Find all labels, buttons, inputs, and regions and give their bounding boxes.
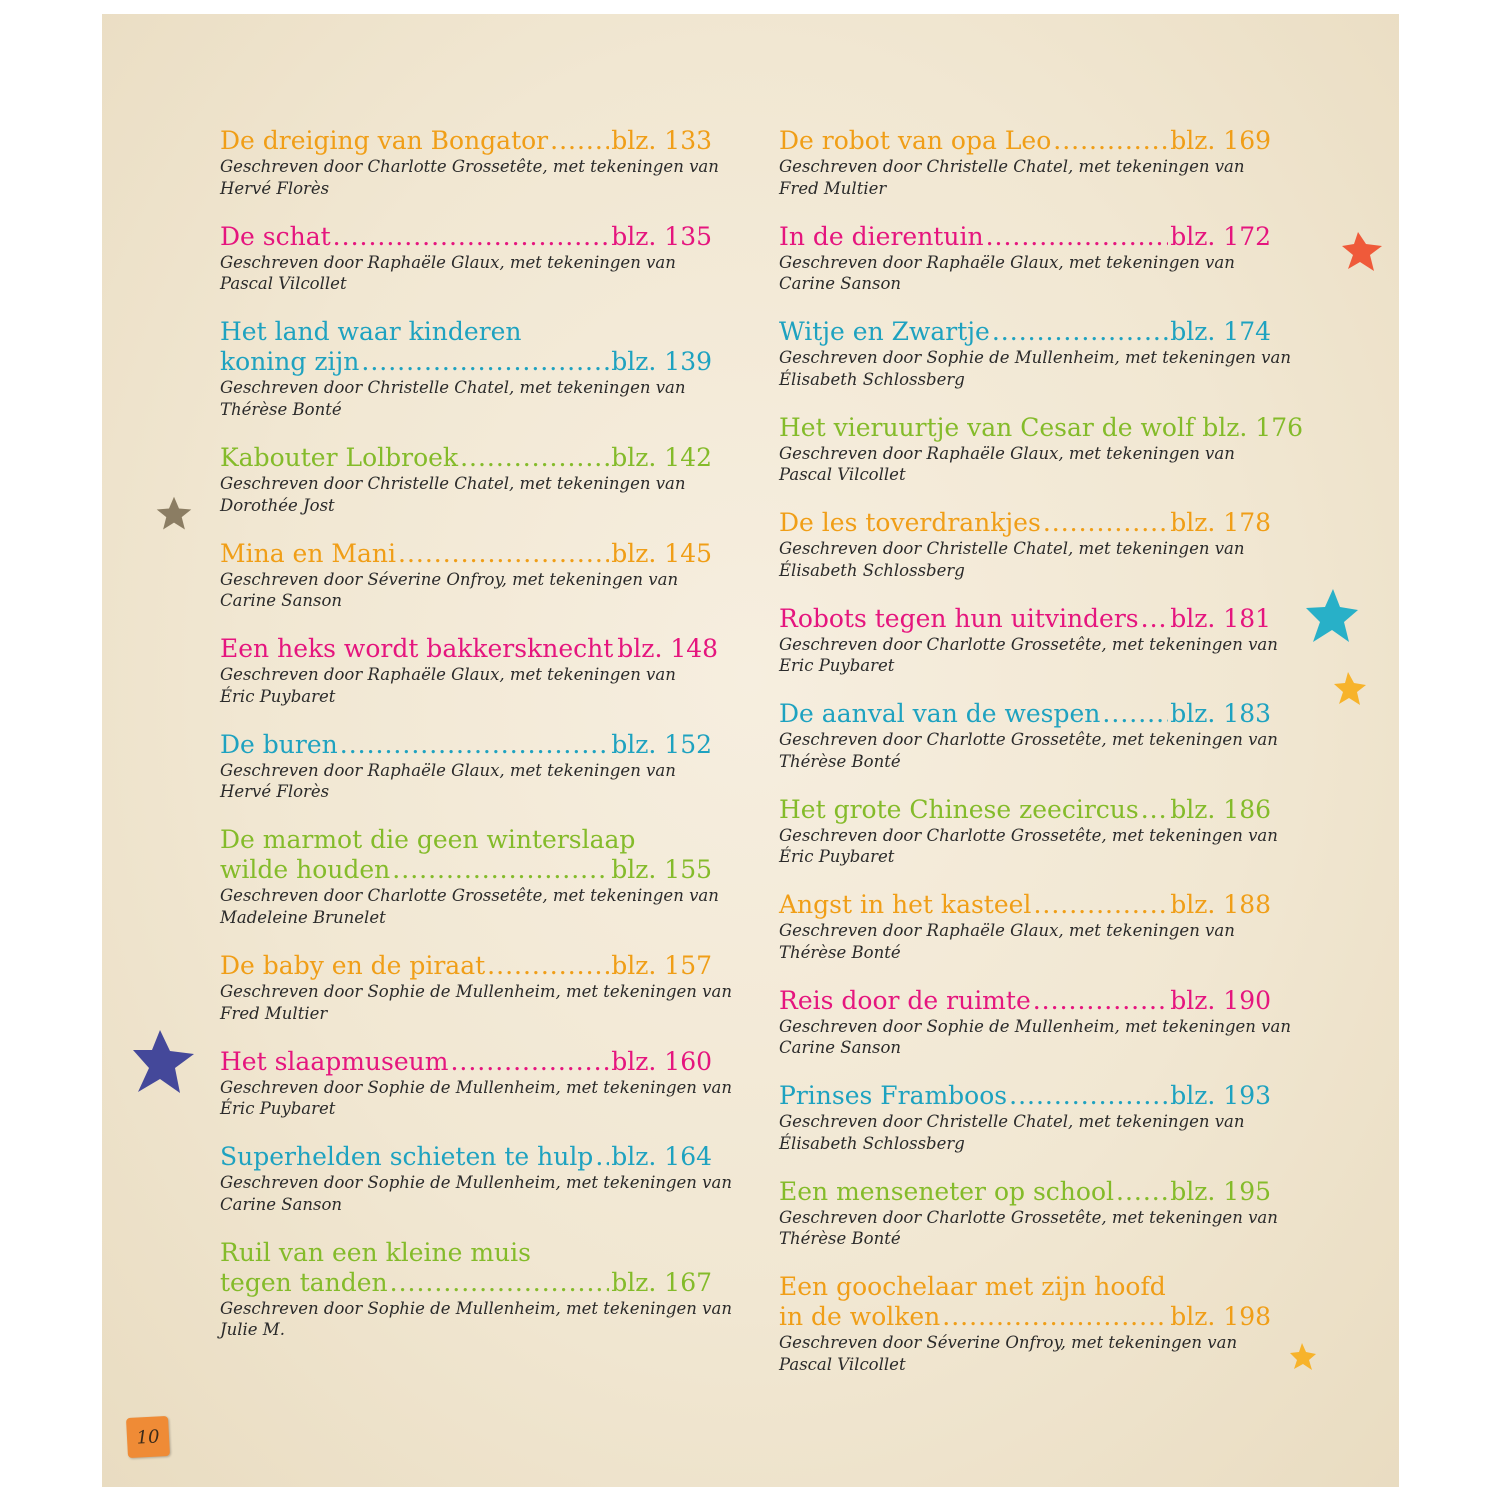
entry-illustrator: Hervé Florès: [220, 178, 330, 198]
entry-title: Robots tegen hun uitvinders: [779, 603, 1139, 633]
entry-illustrator: Dorothée Jost: [220, 495, 335, 515]
toc-entry[interactable]: [220, 825, 719, 951]
entry-illustrator: Thérèse Bonté: [779, 942, 901, 962]
toc-entry[interactable]: [779, 1081, 1271, 1177]
dot-leader: [550, 126, 609, 156]
entry-title: Reis door de ruimte: [779, 985, 1031, 1015]
star-shape: [133, 1030, 194, 1093]
toc-entry[interactable]: [779, 412, 1304, 509]
dot-leader: [390, 1268, 610, 1298]
dot-leader: [340, 730, 609, 760]
toc-entry[interactable]: [779, 222, 1271, 318]
entry-byline: Geschreven door Sophie de Mullenheim, met tekeningen van: [220, 1077, 732, 1097]
entry-byline: Geschreven door Charlotte Grossetête, met tekeningen van: [220, 886, 719, 905]
entry-page: blz. 160: [611, 1046, 712, 1076]
toc-entry[interactable]: [220, 634, 719, 730]
star-icon: [1340, 230, 1384, 274]
entry-page: blz. 135: [611, 221, 712, 251]
entry-byline: Geschreven door Sophie de Mullenheim, met tekeningen van: [220, 1173, 732, 1192]
toc-entry[interactable]: [779, 126, 1271, 222]
dot-leader: [361, 347, 609, 377]
star-shape: [1334, 672, 1366, 705]
toc-entry[interactable]: [220, 730, 712, 826]
dot-leader: [1033, 890, 1168, 920]
entry-illustrator: Pascal Vilcollet: [779, 1354, 906, 1374]
entry-illustrator: Élisabeth Schlossberg: [779, 560, 965, 580]
entry-illustrator: Madeleine Brunelet: [220, 907, 386, 927]
entry-title: Superhelden schieten te hulp: [220, 1142, 594, 1171]
entry-page: blz. 193: [1170, 1081, 1271, 1110]
toc-entry[interactable]: [779, 890, 1271, 986]
dot-leader: [392, 855, 609, 885]
entry-page: blz. 172: [1170, 221, 1271, 251]
entry-title: De les toverdrankjes: [779, 508, 1041, 537]
dot-leader: [942, 1302, 1168, 1332]
entry-page: blz. 148: [617, 634, 719, 663]
dot-leader: [450, 1047, 609, 1077]
entry-title: Het slaapmuseum: [220, 1046, 449, 1076]
star-shape: [157, 497, 192, 530]
toc-column-right: [779, 126, 1304, 1398]
entry-title: Het vieruurtje van Cesar de wolf: [779, 412, 1195, 442]
entry-illustrator: Hervé Florès: [220, 782, 330, 801]
dot-leader: [1009, 1081, 1168, 1111]
entry-page: blz. 157: [611, 951, 712, 980]
entry-illustrator: Fred Multier: [220, 1003, 328, 1023]
entry-byline: Geschreven door Raphaële Glaux, met tekeningen van: [220, 760, 676, 780]
entry-title: Een heks wordt bakkersknecht: [220, 634, 614, 663]
entry-page: blz. 188: [1170, 890, 1271, 919]
toc-entry[interactable]: [779, 508, 1271, 604]
entry-byline: Geschreven door Raphaële Glaux, met tekeningen van: [779, 921, 1235, 940]
star-shape: [1306, 589, 1358, 642]
toc-entry[interactable]: [779, 603, 1278, 700]
entry-page: blz. 174: [1170, 317, 1271, 346]
entry-title: in de wolken: [779, 1302, 941, 1331]
entry-page: blz. 195: [1170, 1176, 1271, 1206]
entry-illustrator: Pascal Vilcollet: [220, 274, 347, 293]
entry-byline: Geschreven door Charlotte Grossetête, met tekeningen van: [779, 634, 1278, 654]
entry-byline: Geschreven door Christelle Chatel, met tekeningen van: [779, 1112, 1245, 1131]
entry-title: Witje en Zwartje: [779, 317, 990, 346]
dot-leader: [986, 222, 1169, 252]
entry-illustrator: Éric Puybaret: [220, 686, 336, 706]
entry-page: blz. 169: [1170, 126, 1271, 155]
page-number-badge: [126, 1416, 170, 1458]
entry-page: blz. 142: [611, 443, 712, 472]
dot-leader: [333, 222, 610, 252]
entry-illustrator: Pascal Vilcollet: [779, 465, 906, 484]
toc-entry[interactable]: [220, 539, 712, 635]
dot-leader: [460, 443, 609, 473]
entry-byline: Geschreven door Sophie de Mullenheim, met tekeningen van: [220, 1298, 732, 1318]
dot-leader: [1102, 699, 1168, 729]
entry-title-line1: Het land waar kinderen: [220, 317, 522, 346]
entry-title: wilde houden: [220, 855, 391, 884]
entry-page: blz. 133: [611, 126, 712, 155]
toc-entry[interactable]: [220, 1237, 732, 1364]
entry-byline: Geschreven door Raphaële Glaux, met tekeningen van: [779, 443, 1235, 463]
star-shape: [1342, 232, 1382, 271]
entry-illustrator: Carine Sanson: [220, 591, 343, 610]
entry-page: blz. 183: [1170, 699, 1271, 728]
entry-title-line1: Een goochelaar met zijn hoofd: [779, 1272, 1166, 1301]
entry-title: De dreiging van Bongator: [220, 126, 549, 155]
dot-leader: [1141, 604, 1169, 634]
star-icon: [130, 1026, 198, 1098]
entry-title: Mina en Mani: [220, 538, 396, 568]
entry-page: blz. 155: [611, 855, 712, 884]
entry-byline: Geschreven door Charlotte Grossetête, met tekeningen van: [779, 730, 1278, 749]
toc-column-left: [220, 126, 732, 1364]
entry-title: De robot van opa Leo: [779, 126, 1052, 155]
entry-illustrator: Thérèse Bonté: [779, 1229, 901, 1248]
entry-page: blz. 181: [1170, 603, 1271, 633]
entry-page: blz. 176: [1202, 412, 1304, 442]
entry-page: blz. 164: [611, 1142, 712, 1171]
entry-illustrator: Carine Sanson: [779, 1038, 902, 1057]
entry-title: Kabouter Lolbroek: [220, 443, 459, 472]
toc-entry[interactable]: [220, 126, 719, 222]
toc-entry[interactable]: [220, 222, 712, 318]
entry-illustrator: Thérèse Bonté: [779, 751, 901, 771]
entry-title: Een menseneter op school: [779, 1176, 1114, 1206]
entry-title: De aanval van de wespen: [779, 699, 1101, 728]
entry-byline: Geschreven door Christelle Chatel, met tekeningen van: [220, 474, 686, 493]
entry-title: Prinses Framboos: [779, 1081, 1008, 1110]
dot-leader: [992, 317, 1168, 347]
entry-byline: Geschreven door Charlotte Grossetête, met tekeningen van: [220, 157, 719, 176]
entry-illustrator: Élisabeth Schlossberg: [779, 369, 965, 389]
entry-byline: Geschreven door Séverine Onfroy, met tekeningen van: [220, 569, 679, 589]
toc-entry[interactable]: [779, 1176, 1278, 1273]
entry-byline: Geschreven door Christelle Chatel, met tekeningen van: [220, 378, 686, 397]
entry-page: blz. 167: [611, 1267, 712, 1297]
entry-title: De baby en de piraat: [220, 951, 486, 980]
entry-byline: Geschreven door Charlotte Grossetête, met tekeningen van: [779, 825, 1278, 845]
entry-byline: Geschreven door Raphaële Glaux, met tekeningen van: [220, 252, 676, 272]
toc-entry[interactable]: [220, 443, 712, 539]
entry-title: De schat: [220, 221, 331, 251]
entry-title: tegen tanden: [220, 1267, 388, 1297]
toc-entry[interactable]: [779, 317, 1291, 413]
entry-title: De buren: [220, 729, 338, 759]
entry-illustrator: Fred Multier: [779, 178, 887, 198]
dot-leader: [398, 539, 609, 569]
toc-entry[interactable]: [779, 699, 1278, 795]
entry-byline: Geschreven door Sophie de Mullenheim, met tekeningen van: [220, 982, 732, 1001]
entry-illustrator: Thérèse Bonté: [220, 399, 342, 419]
entry-page: blz. 145: [611, 538, 712, 568]
dot-leader: [1141, 795, 1169, 825]
dot-leader: [595, 1142, 609, 1172]
star-shape: [1290, 1343, 1316, 1370]
entry-page: blz. 139: [611, 347, 712, 376]
entry-byline: Geschreven door Charlotte Grossetête, met tekeningen van: [779, 1207, 1278, 1227]
dot-leader: [1033, 986, 1168, 1016]
toc-entry[interactable]: [779, 794, 1278, 891]
entry-byline: Geschreven door Sophie de Mullenheim, met tekeningen van: [779, 348, 1291, 367]
entry-byline: Geschreven door Christelle Chatel, met tekeningen van: [779, 157, 1245, 176]
dot-leader: [1116, 1177, 1168, 1207]
entry-illustrator: Éric Puybaret: [220, 1099, 336, 1118]
entry-illustrator: Eric Puybaret: [779, 656, 895, 675]
dot-leader: [1043, 508, 1168, 538]
dot-leader: [487, 951, 609, 981]
entry-title: Het grote Chinese zeecircus: [779, 794, 1139, 824]
entry-page: blz. 178: [1170, 508, 1271, 537]
entry-page: blz. 152: [611, 729, 712, 759]
star-icon: [1302, 586, 1360, 646]
toc-entry[interactable]: [220, 317, 712, 443]
entry-title-line1: Ruil van een kleine muis: [220, 1237, 531, 1267]
toc-entry[interactable]: [220, 1142, 732, 1238]
toc-entry[interactable]: [779, 1272, 1271, 1398]
entry-title: Angst in het kasteel: [779, 890, 1032, 919]
entry-byline: Geschreven door Raphaële Glaux, met tekeningen van: [779, 252, 1235, 272]
entry-byline: Geschreven door Sophie de Mullenheim, met tekeningen van: [779, 1016, 1291, 1036]
entry-page: blz. 186: [1170, 794, 1271, 824]
entry-illustrator: Carine Sanson: [779, 274, 902, 293]
entry-title: koning zijn: [220, 347, 360, 376]
entry-title: In de dierentuin: [779, 221, 984, 251]
toc-entry[interactable]: [779, 985, 1291, 1082]
dot-leader: [1053, 126, 1168, 156]
entry-illustrator: Julie M.: [220, 1320, 285, 1339]
star-icon: [1288, 1342, 1318, 1372]
entry-illustrator: Éric Puybaret: [779, 847, 895, 866]
entry-page: blz. 198: [1170, 1302, 1271, 1331]
entry-title-line1: De marmot die geen winterslaap: [220, 825, 636, 854]
entry-byline: Geschreven door Séverine Onfroy, met tekeningen van: [779, 1333, 1238, 1352]
star-icon: [152, 494, 196, 534]
entry-page: blz. 190: [1170, 985, 1271, 1015]
toc-entry[interactable]: [220, 1046, 732, 1143]
entry-illustrator: Élisabeth Schlossberg: [779, 1133, 965, 1153]
page-number: 10: [136, 1425, 160, 1449]
star-icon: [1332, 670, 1368, 708]
entry-byline: Geschreven door Raphaële Glaux, met tekeningen van: [220, 665, 676, 684]
toc-entry[interactable]: [220, 951, 732, 1047]
entry-byline: Geschreven door Christelle Chatel, met tekeningen van: [779, 539, 1245, 558]
entry-illustrator: Carine Sanson: [220, 1194, 343, 1214]
